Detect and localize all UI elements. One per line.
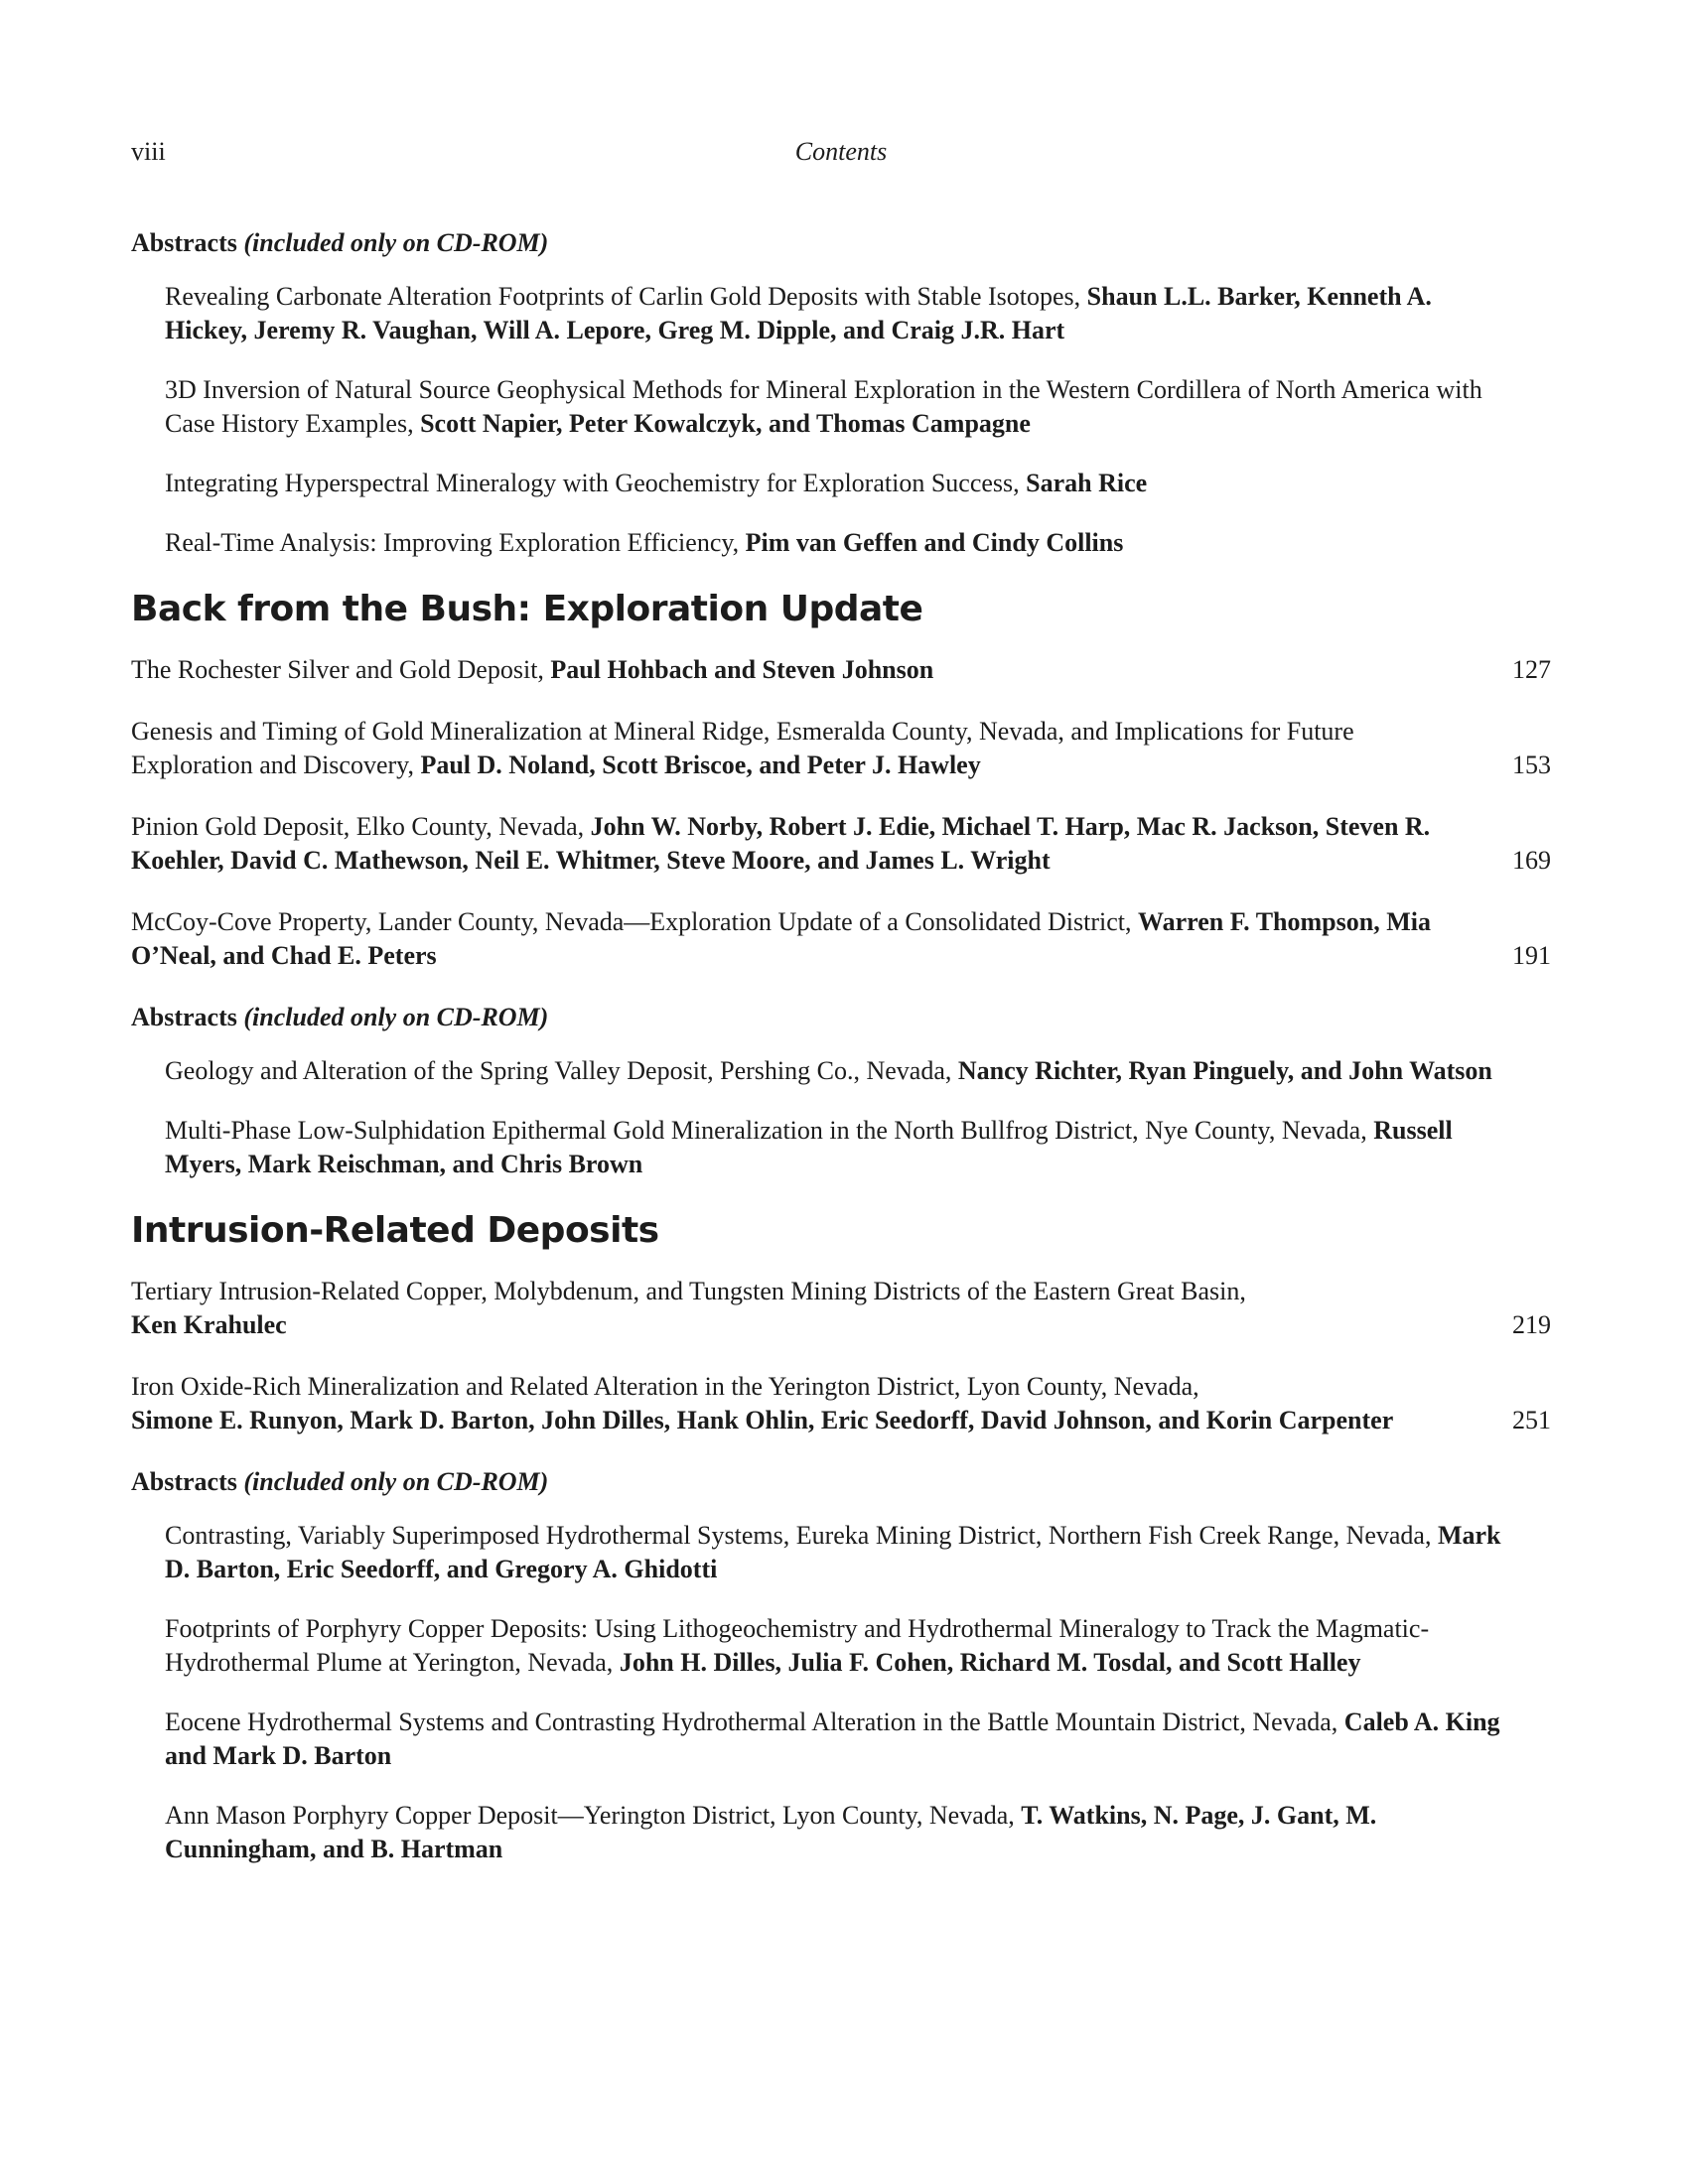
- abstract-item: Real-Time Analysis: Improving Exploration Efficiency, Pim van Geffen and Cindy Collins: [165, 528, 1124, 557]
- abstracts-heading: Abstracts (included only on CD-ROM): [131, 228, 549, 257]
- page-number: 169: [1512, 846, 1551, 875]
- running-head: [131, 137, 1551, 177]
- abstract-item: 3D Inversion of Natural Source Geophysical Methods for Mineral Exploration in the Western Cordillera of North America with Case History Examples, Scott Napier, Peter Kowalczyk, and Thomas Campagne: [165, 375, 1482, 438]
- contents-entry: Tertiary Intrusion-Related Copper, Molybdenum, and Tungsten Mining Districts of the Eastern Great Basin, Ken Krahulec 219: [131, 1275, 1551, 1342]
- abstract-item: Geology and Alteration of the Spring Valley Deposit, Pershing Co., Nevada, Nancy Richter, Ryan Pinguely, and John Watson: [165, 1056, 1492, 1085]
- contents-entry: The Rochester Silver and Gold Deposit, Paul Hohbach and Steven Johnson 127: [131, 653, 1551, 687]
- page-number: 127: [1512, 655, 1551, 684]
- contents-entry: Iron Oxide-Rich Mineralization and Related Alteration in the Yerington District, Lyon County, Nevada, Simone E. Runyon, Mark D. Barton, John Dilles, Hank Ohlin, Eric Seedorff, David Johnson, and Korin Carpenter 251: [131, 1370, 1551, 1437]
- abstract-item: Revealing Carbonate Alteration Footprints of Carlin Gold Deposits with Stable Isotopes, Shaun L.L. Barker, Kenneth A. Hickey, Jeremy R. Vaughan, Will A. Lepore, Greg M. Dipple, and Craig J.R. Hart: [165, 282, 1432, 344]
- abstract-item: Contrasting, Variably Superimposed Hydrothermal Systems, Eureka Mining District, Northern Fish Creek Range, Nevada, Mark D. Barton, Eric Seedorff, and Gregory A. Ghidotti: [165, 1521, 1501, 1583]
- abstract-item: Eocene Hydrothermal Systems and Contrasting Hydrothermal Alteration in the Battle Mountain District, Nevada, Caleb A. King and Mark D. Barton: [165, 1707, 1500, 1770]
- contents-body: [131, 226, 1551, 1892]
- abstracts-heading: Abstracts (included only on CD-ROM): [131, 1467, 549, 1496]
- abstract-item: Integrating Hyperspectral Mineralogy with Geochemistry for Exploration Success, Sarah Rice: [165, 469, 1148, 497]
- page-folio: viii: [131, 137, 166, 166]
- section-title: Back from the Bush: Exploration Update: [131, 589, 923, 629]
- page-number: 219: [1512, 1310, 1551, 1339]
- page-number: 191: [1512, 941, 1551, 970]
- page-number: 251: [1512, 1406, 1551, 1434]
- contents-entry: Pinion Gold Deposit, Elko County, Nevada, John W. Norby, Robert J. Edie, Michael T. Harp, Mac R. Jackson, Steven R. Koehler, David C. Mathewson, Neil E. Whitmer, Steve Moore, and James L. Wright 169: [131, 810, 1551, 878]
- abstracts-heading: Abstracts (included only on CD-ROM): [131, 1003, 549, 1031]
- section-title: Intrusion-Related Deposits: [131, 1210, 659, 1251]
- abstract-item: Multi-Phase Low-Sulphidation Epithermal Gold Mineralization in the North Bullfrog District, Nye County, Nevada, Russell Myers, Mark Reischman, and Chris Brown: [165, 1116, 1453, 1178]
- page-number: 153: [1512, 751, 1551, 779]
- running-title: Contents: [794, 137, 888, 166]
- abstract-item: Footprints of Porphyry Copper Deposits: Using Lithogeochemistry and Hydrothermal Mineralogy to Track the Magmatic-Hydrothermal Plume at Yerington, Nevada, John H. Dilles, Julia F. Cohen, Richard M. Tosdal, and Scott Halley: [165, 1614, 1430, 1677]
- contents-entry: Genesis and Timing of Gold Mineralization at Mineral Ridge, Esmeralda County, Nevada, and Implications for Future Exploration and Discovery, Paul D. Noland, Scott Briscoe, and Peter J. Hawley 153: [131, 715, 1551, 782]
- abstract-item: Ann Mason Porphyry Copper Deposit—Yerington District, Lyon County, Nevada, T. Watkins, N. Page, J. Gant, M. Cunningham, and B. Hartman: [165, 1801, 1377, 1863]
- contents-entry: McCoy-Cove Property, Lander County, Nevada—Exploration Update of a Consolidated District, Warren F. Thompson, Mia O’Neal, and Chad E. Peters 191: [131, 905, 1551, 973]
